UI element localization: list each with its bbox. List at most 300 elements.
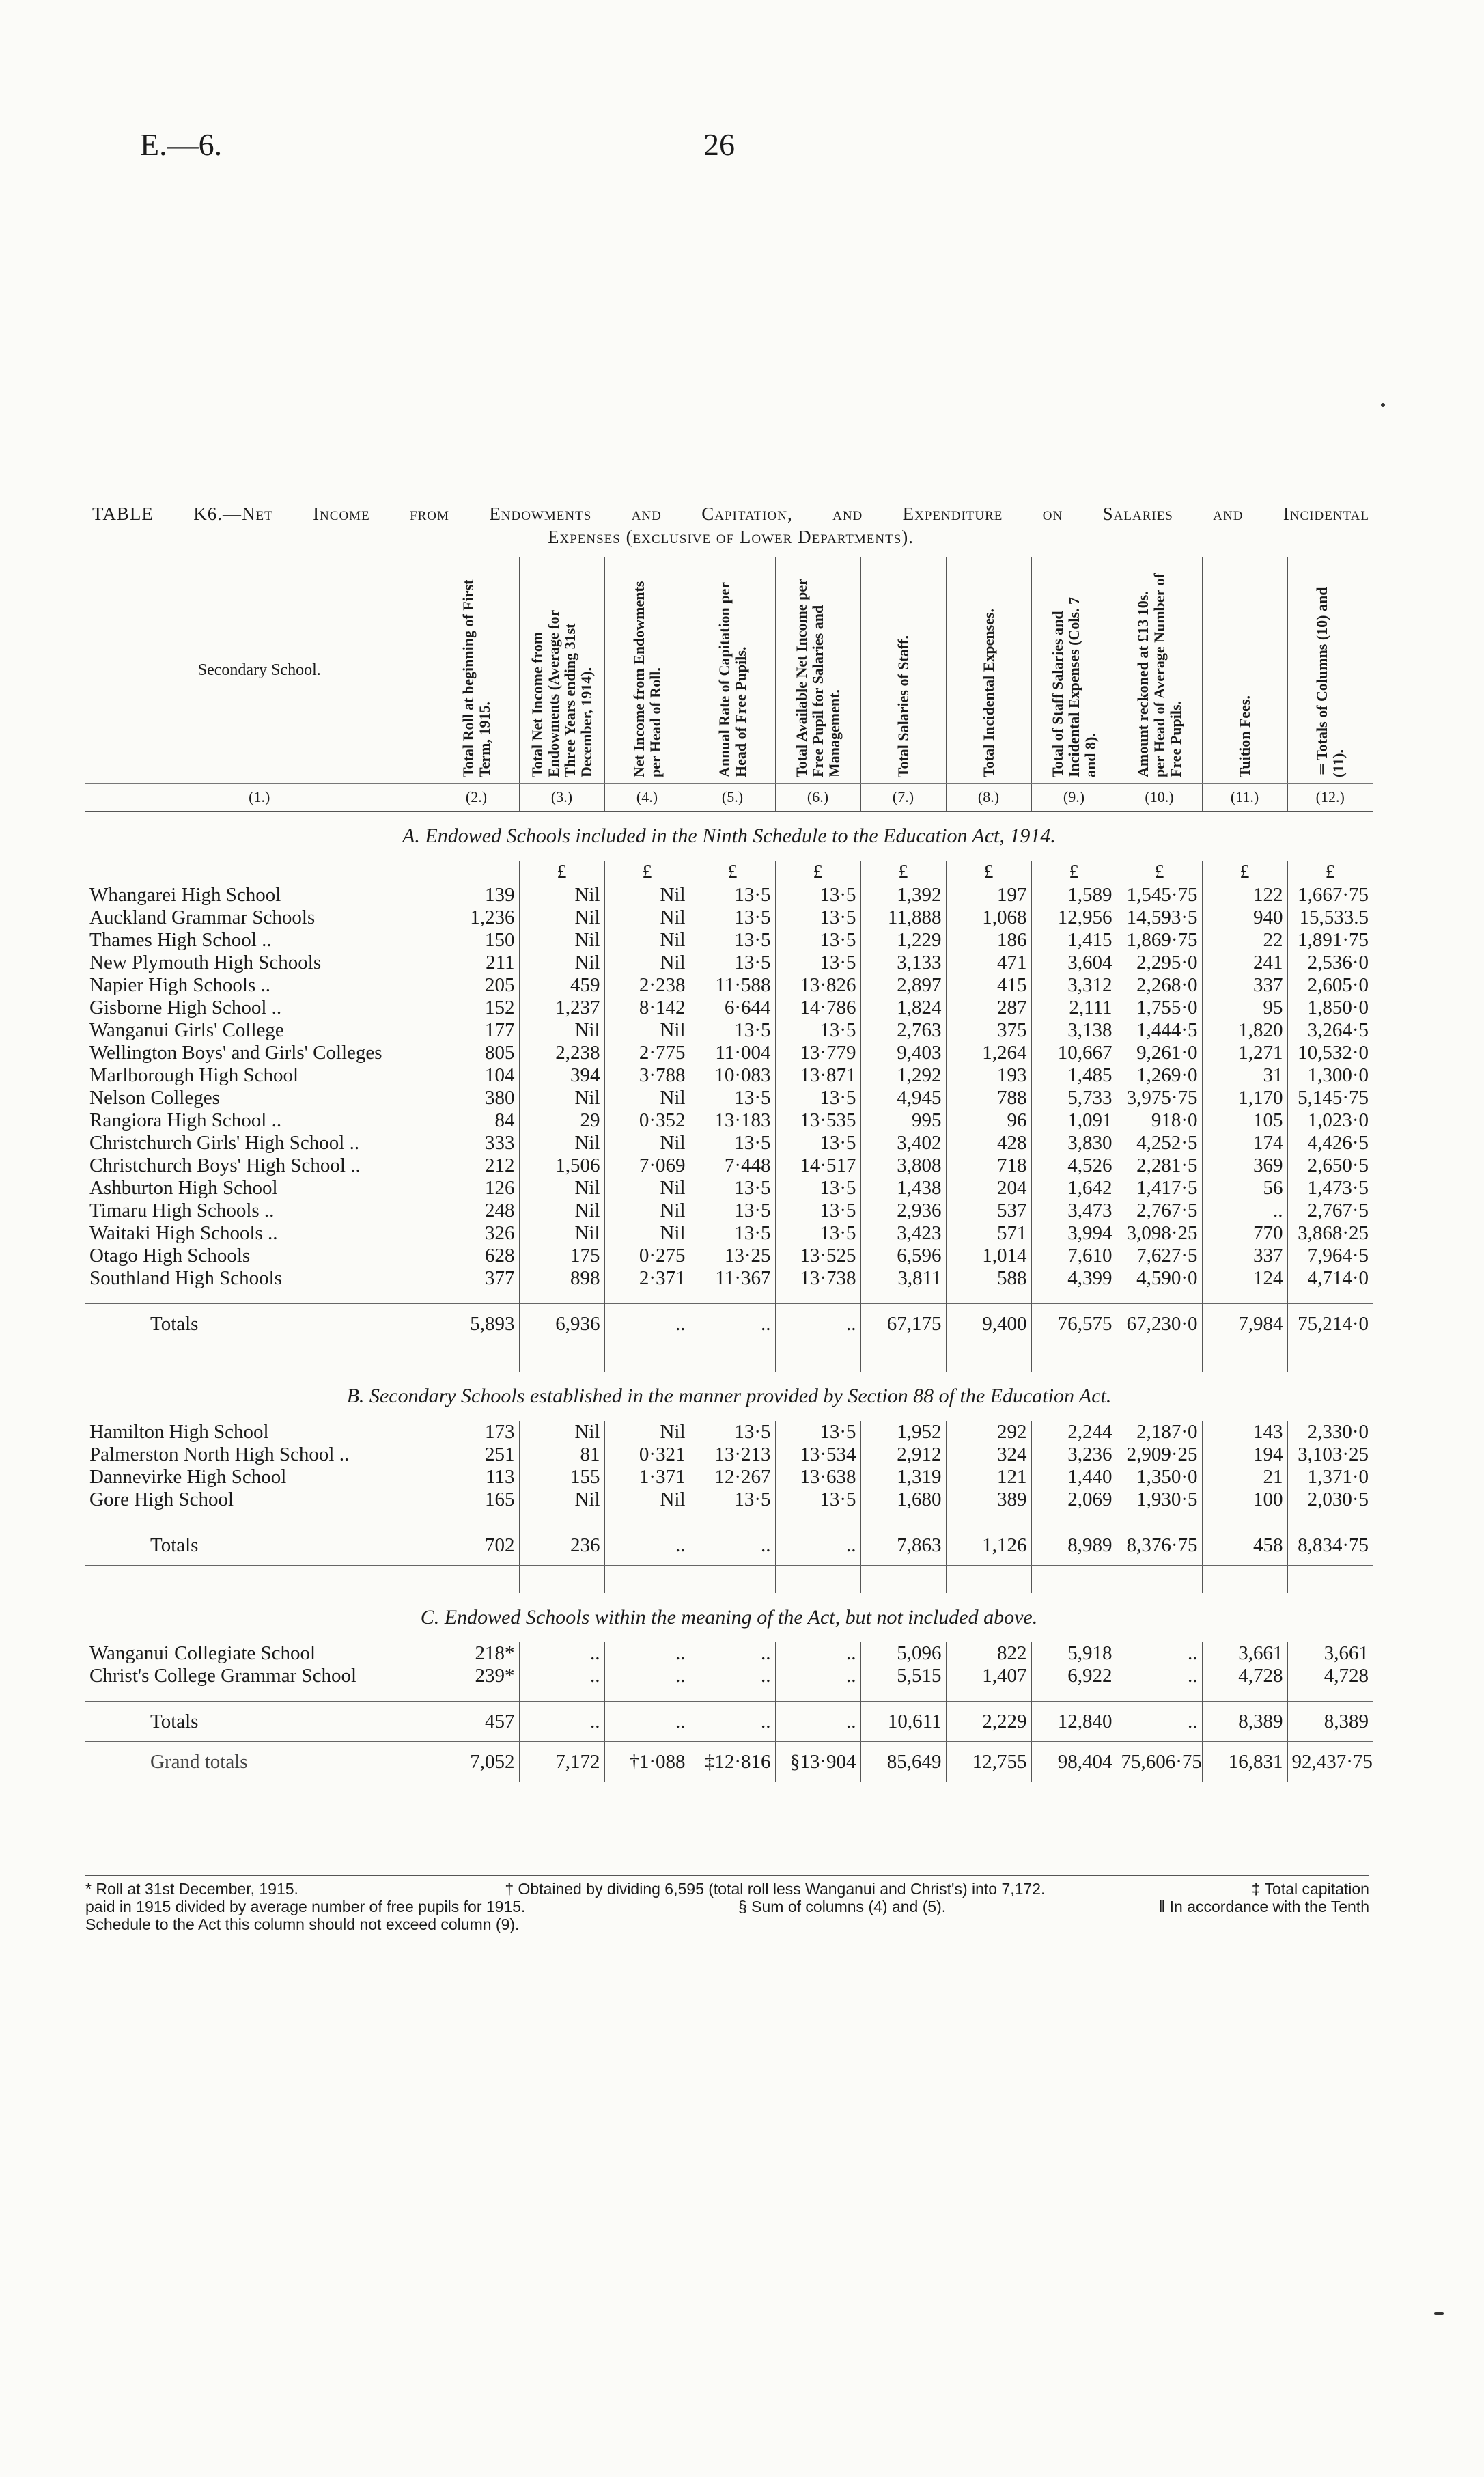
table-cell: §13·904	[775, 1742, 860, 1782]
column-number: (3.)	[519, 784, 604, 812]
table-cell: 3,423	[860, 1222, 946, 1245]
spacer-cell	[1202, 1511, 1287, 1525]
school-name: Southland High Schools	[89, 1267, 282, 1289]
table-cell: 2,605·0	[1287, 974, 1373, 997]
spacer-cell	[775, 1344, 860, 1359]
table-cell: 458	[1202, 1525, 1287, 1566]
spacer-cell	[85, 1290, 434, 1304]
table-cell: 96	[946, 1109, 1031, 1132]
table-cell: 143	[1202, 1421, 1287, 1443]
table-cell: 471	[946, 952, 1031, 974]
column-number: (5.)	[690, 784, 775, 812]
table-cell: 2·238	[604, 974, 690, 997]
table-cell: Nil	[519, 1222, 604, 1245]
table-cell: 100	[1202, 1489, 1287, 1511]
table-cell: 194	[1202, 1443, 1287, 1466]
table-cell: 287	[946, 997, 1031, 1019]
spacer-cell	[1202, 1290, 1287, 1304]
table-cell: 13·738	[775, 1267, 860, 1290]
table-cell: Nil	[604, 1200, 690, 1222]
table-cell: 76,575	[1031, 1304, 1117, 1344]
table-cell: 822	[946, 1642, 1031, 1665]
table-cell: 588	[946, 1267, 1031, 1290]
table-cell: 13·213	[690, 1443, 775, 1466]
column-header-label: Total Salaries of Staff.	[894, 635, 912, 777]
table-cell: 3,830	[1031, 1132, 1117, 1154]
grand-totals-row	[85, 1742, 1373, 1782]
school-name: Hamilton High School	[89, 1421, 269, 1443]
table-cell: 1,271	[1202, 1042, 1287, 1064]
table-cell: 92,437·75	[1287, 1742, 1373, 1782]
spacer-cell	[519, 1290, 604, 1304]
table-cell: 459	[519, 974, 604, 997]
spacer-cell	[85, 1566, 434, 1580]
table-row	[85, 1200, 1373, 1222]
table-cell: 13·5	[690, 1177, 775, 1200]
spacer-cell	[1031, 1566, 1117, 1580]
table-cell: 11·004	[690, 1042, 775, 1064]
currency-symbol: £	[946, 861, 1031, 884]
spacer-cell	[1031, 1687, 1117, 1702]
spacer-cell	[775, 1566, 860, 1580]
table-cell: 1,545·75	[1117, 884, 1202, 907]
table-cell: 4,728	[1287, 1665, 1373, 1687]
table-cell: 1,407	[946, 1665, 1031, 1687]
table-cell: 4,945	[860, 1087, 946, 1109]
table-cell: 13·25	[690, 1245, 775, 1267]
table-cell: 3,236	[1031, 1443, 1117, 1466]
table-cell: 389	[946, 1489, 1031, 1511]
table-cell: 428	[946, 1132, 1031, 1154]
table-cell: ..	[519, 1702, 604, 1742]
column-header-label: Total Available Net Income per Free Pupil for Salaries and Management.	[792, 579, 843, 777]
school-name: Whangarei High School	[89, 884, 281, 906]
spacer-cell	[946, 1290, 1031, 1304]
table-cell: 13·871	[775, 1064, 860, 1087]
table-cell: 4,728	[1202, 1665, 1287, 1687]
table-cell: Nil	[604, 1222, 690, 1245]
table-cell: 7,863	[860, 1525, 946, 1566]
table-cell: 2,767·5	[1287, 1200, 1373, 1222]
spacer-cell	[1287, 1687, 1373, 1702]
document-code: E.—6.	[140, 127, 223, 162]
table-cell: 173	[434, 1421, 519, 1443]
table-cell: 0·352	[604, 1109, 690, 1132]
table-cell: 7,984	[1202, 1304, 1287, 1344]
table-cell: 13·5	[690, 1132, 775, 1154]
table-cell: 2,897	[860, 974, 946, 997]
table-cell: 204	[946, 1177, 1031, 1200]
table-cell: 4,426·5	[1287, 1132, 1373, 1154]
spacer-cell	[85, 1687, 434, 1702]
school-name: Dannevirke High School	[89, 1466, 287, 1488]
school-name: Nelson Colleges	[89, 1087, 220, 1109]
spacer-cell	[519, 1579, 604, 1593]
table-cell: 124	[1202, 1267, 1287, 1290]
school-name: Ashburton High School	[89, 1177, 278, 1199]
footnote-line-1	[85, 1880, 1369, 1898]
column-header	[1202, 557, 1287, 784]
spacer-cell	[690, 1579, 775, 1593]
spacer-cell	[1287, 1290, 1373, 1304]
table-cell: 0·275	[604, 1245, 690, 1267]
spacer-cell	[604, 1687, 690, 1702]
table-cell: 105	[1202, 1109, 1287, 1132]
table-cell: 1,506	[519, 1154, 604, 1177]
table-cell: 174	[1202, 1132, 1287, 1154]
table-cell: Nil	[604, 1489, 690, 1511]
table-cell: 13·826	[775, 974, 860, 997]
table-cell: 415	[946, 974, 1031, 997]
table-cell: 10,532·0	[1287, 1042, 1373, 1064]
table-cell: 2,030·5	[1287, 1489, 1373, 1511]
school-name: Gisborne High School ..	[89, 997, 282, 1019]
table-cell: Nil	[519, 907, 604, 929]
table-cell: 5,733	[1031, 1087, 1117, 1109]
table-cell: 122	[1202, 884, 1287, 907]
table-cell: 15,533.5	[1287, 907, 1373, 929]
school-name: Christ's College Grammar School	[89, 1665, 357, 1687]
table-cell: 13·5	[690, 1087, 775, 1109]
table-cell: ..	[690, 1525, 775, 1566]
table-cell: 718	[946, 1154, 1031, 1177]
table-cell: 2,650·5	[1287, 1154, 1373, 1177]
table-cell: 2·371	[604, 1267, 690, 1290]
column-number-row	[85, 784, 1373, 812]
table-row	[85, 974, 1373, 997]
spacer-cell	[434, 1290, 519, 1304]
table-cell: 16,831	[1202, 1742, 1287, 1782]
table-cell: 1,023·0	[1287, 1109, 1373, 1132]
column-header	[1287, 557, 1373, 784]
table-cell: 13·5	[775, 1222, 860, 1245]
table-cell: 1,126	[946, 1525, 1031, 1566]
table-cell: 152	[434, 997, 519, 1019]
school-name: Palmerston North High School ..	[89, 1443, 350, 1465]
table-cell: 13·5	[690, 929, 775, 952]
table-cell: 13·525	[775, 1245, 860, 1267]
table-cell: 31	[1202, 1064, 1287, 1087]
table-cell: 940	[1202, 907, 1287, 929]
school-name: Auckland Grammar Schools	[89, 907, 316, 928]
spacer-cell	[85, 1511, 434, 1525]
table-cell: Nil	[519, 884, 604, 907]
footnote-ddagger-cont: paid in 1915 divided by average number of free pupils for 1915.	[85, 1898, 526, 1915]
currency-symbol: £	[1287, 861, 1373, 884]
table-cell: 9,261·0	[1117, 1042, 1202, 1064]
table-cell: 1,068	[946, 907, 1031, 929]
table-cell: 21	[1202, 1466, 1287, 1489]
table-cell: 4,252·5	[1117, 1132, 1202, 1154]
table-cell: 121	[946, 1466, 1031, 1489]
footnote-parallel: ‖ In accordance with the Tenth	[1158, 1898, 1369, 1915]
table-cell: ..	[775, 1525, 860, 1566]
table-cell: 3·788	[604, 1064, 690, 1087]
table-cell: 113	[434, 1466, 519, 1489]
table-cell: 1,170	[1202, 1087, 1287, 1109]
spacer-cell	[860, 1344, 946, 1359]
school-name: Thames High School ..	[89, 929, 272, 951]
footnote-star: * Roll at 31st December, 1915.	[85, 1880, 298, 1898]
table-cell: 248	[434, 1200, 519, 1222]
table-cell: 2,244	[1031, 1421, 1117, 1443]
spacer-cell	[1031, 1579, 1117, 1593]
spacer-cell	[604, 1566, 690, 1580]
table-cell: 4,714·0	[1287, 1267, 1373, 1290]
table-cell: 7,610	[1031, 1245, 1117, 1267]
table-cell: ..	[604, 1702, 690, 1742]
table-cell: 3,604	[1031, 952, 1117, 974]
table-cell: Nil	[519, 1087, 604, 1109]
table-row	[85, 1042, 1373, 1064]
table-cell: Nil	[604, 952, 690, 974]
spacer-cell	[946, 1358, 1031, 1372]
table-cell: 4,590·0	[1117, 1267, 1202, 1290]
table-cell: 537	[946, 1200, 1031, 1222]
school-name: Wellington Boys' and Girls' Colleges	[89, 1042, 382, 1064]
table-cell: Nil	[519, 1489, 604, 1511]
table-cell: 1,824	[860, 997, 946, 1019]
table-cell: 1,350·0	[1117, 1466, 1202, 1489]
column-number: (8.)	[946, 784, 1031, 812]
table-cell: Nil	[519, 1019, 604, 1042]
table-cell: 193	[946, 1064, 1031, 1087]
table-cell: ..	[775, 1702, 860, 1742]
spacer-cell	[519, 1687, 604, 1702]
table-cell: 236	[519, 1525, 604, 1566]
table-cell: 12,956	[1031, 907, 1117, 929]
school-name: Grand totals	[85, 1742, 434, 1782]
table-cell: 1,292	[860, 1064, 946, 1087]
currency-symbol: £	[519, 861, 604, 884]
totals-row	[85, 1525, 1373, 1566]
footnote-section: § Sum of columns (4) and (5).	[738, 1898, 947, 1915]
spacer-cell	[519, 1358, 604, 1372]
table-cell: 3,098·25	[1117, 1222, 1202, 1245]
table-cell: 13·5	[690, 1421, 775, 1443]
table-cell: 13·5	[775, 1132, 860, 1154]
table-cell: ..	[690, 1702, 775, 1742]
spacer-cell	[946, 1687, 1031, 1702]
table-cell: 29	[519, 1109, 604, 1132]
table-row	[85, 1154, 1373, 1177]
section-heading-row	[85, 1593, 1373, 1642]
table-cell: 211	[434, 952, 519, 974]
table-cell: ‡12·816	[690, 1742, 775, 1782]
table-cell: Nil	[604, 1019, 690, 1042]
table-cell: 2,295·0	[1117, 952, 1202, 974]
school-name: Christchurch Girls' High School ..	[89, 1132, 360, 1154]
table-cell: 8·142	[604, 997, 690, 1019]
table-cell: 3,994	[1031, 1222, 1117, 1245]
spacer-cell	[775, 1579, 860, 1593]
spacer-cell	[519, 1566, 604, 1580]
table-cell: 13·5	[775, 1489, 860, 1511]
column-number: (9.)	[1031, 784, 1117, 812]
table-cell: 75,214·0	[1287, 1304, 1373, 1344]
spacer-cell	[946, 1511, 1031, 1525]
spacer-row	[85, 1687, 1373, 1702]
table-row	[85, 929, 1373, 952]
table-cell: 13·535	[775, 1109, 860, 1132]
section-heading	[85, 1593, 1373, 1642]
table-cell: 175	[519, 1245, 604, 1267]
table-cell: 8,834·75	[1287, 1525, 1373, 1566]
table-cell: 14·786	[775, 997, 860, 1019]
table-cell: 2,763	[860, 1019, 946, 1042]
table-cell: 13·5	[690, 1019, 775, 1042]
spacer-cell	[1117, 1687, 1202, 1702]
section-heading-row	[85, 1372, 1373, 1421]
table-cell: ..	[690, 1642, 775, 1665]
column-header	[946, 557, 1031, 784]
spacer-cell	[1287, 1566, 1373, 1580]
column-header-label: Total of Staff Salaries and Incidental Expenses (Cols. 7 and 8).	[1048, 596, 1099, 777]
table-cell: ..	[519, 1665, 604, 1687]
table-row	[85, 1665, 1373, 1687]
spacer-cell	[860, 1290, 946, 1304]
table-cell: 139	[434, 884, 519, 907]
currency-symbol: £	[690, 861, 775, 884]
spacer-cell	[860, 1566, 946, 1580]
spacer-cell	[1117, 1358, 1202, 1372]
table-cell: 14,593·5	[1117, 907, 1202, 929]
table-cell: 1,820	[1202, 1019, 1287, 1042]
table-cell: 13·5	[690, 907, 775, 929]
table-cell: ..	[604, 1304, 690, 1344]
spacer-cell	[1031, 1344, 1117, 1359]
table-cell: 3,473	[1031, 1200, 1117, 1222]
table-cell: 7,627·5	[1117, 1245, 1202, 1267]
table-cell: 337	[1202, 974, 1287, 997]
spacer-cell	[1287, 1511, 1373, 1525]
spacer-cell	[604, 1511, 690, 1525]
spacer-cell	[1031, 1358, 1117, 1372]
table-cell: 375	[946, 1019, 1031, 1042]
table-cell: ..	[1117, 1702, 1202, 1742]
table-cell: †1·088	[604, 1742, 690, 1782]
table-cell: 8,389	[1202, 1702, 1287, 1742]
table-row	[85, 1466, 1373, 1489]
table-cell: 13·534	[775, 1443, 860, 1466]
speck-mark	[1434, 2312, 1444, 2315]
section-heading-row	[85, 812, 1373, 861]
footnotes	[85, 1875, 1369, 1933]
table-cell: 13·5	[690, 1222, 775, 1245]
table-cell: 6,596	[860, 1245, 946, 1267]
spacer-row	[85, 1579, 1373, 1593]
table-cell: 150	[434, 929, 519, 952]
table-cell: 10·083	[690, 1064, 775, 1087]
table-cell: 995	[860, 1109, 946, 1132]
column-header	[690, 557, 775, 784]
table-cell: 11·367	[690, 1267, 775, 1290]
table-cell: Nil	[519, 929, 604, 952]
table-cell: 369	[1202, 1154, 1287, 1177]
table-cell: ..	[775, 1665, 860, 1687]
income-expenditure-table	[85, 557, 1373, 1782]
school-name: Marlborough High School	[89, 1064, 299, 1086]
table-cell: 13·5	[690, 952, 775, 974]
spacer-cell	[946, 1344, 1031, 1359]
table-cell: 95	[1202, 997, 1287, 1019]
table-cell: 5,515	[860, 1665, 946, 1687]
page-number: 26	[703, 127, 735, 162]
column-header	[434, 557, 519, 784]
table-row	[85, 1245, 1373, 1267]
table-row	[85, 1064, 1373, 1087]
table-cell: 13·5	[775, 1200, 860, 1222]
table-cell: 14·517	[775, 1154, 860, 1177]
table-cell: 13·5	[775, 1087, 860, 1109]
table-cell: 67,230·0	[1117, 1304, 1202, 1344]
column-header	[775, 557, 860, 784]
spacer-cell	[434, 1344, 519, 1359]
table-cell: 13·779	[775, 1042, 860, 1064]
spacer-cell	[604, 1290, 690, 1304]
table-cell: Nil	[604, 1177, 690, 1200]
table-cell: 2,281·5	[1117, 1154, 1202, 1177]
spacer-cell	[434, 1579, 519, 1593]
table-cell: 1,236	[434, 907, 519, 929]
table-cell: 3,808	[860, 1154, 946, 1177]
table-cell: 3,975·75	[1117, 1087, 1202, 1109]
footnote-parallel-cont: Schedule to the Act this column should not exceed column (9).	[85, 1915, 520, 1933]
table-cell: 3,264·5	[1287, 1019, 1373, 1042]
column-number: (10.)	[1117, 784, 1202, 812]
table-cell: 13·5	[690, 1200, 775, 1222]
currency-symbol: £	[860, 861, 946, 884]
school-name: Gore High School	[89, 1489, 234, 1510]
school-name: Napier High Schools ..	[89, 974, 270, 996]
table-cell: 1,440	[1031, 1466, 1117, 1489]
currency-blank	[85, 861, 434, 884]
table-cell: 13·5	[775, 884, 860, 907]
spacer-cell	[946, 1566, 1031, 1580]
school-name: Christchurch Boys' High School ..	[89, 1154, 361, 1176]
table-cell: 770	[1202, 1222, 1287, 1245]
table-cell: 13·5	[775, 1019, 860, 1042]
table-cell: 8,389	[1287, 1702, 1373, 1742]
currency-row	[85, 861, 1373, 884]
table-cell: 186	[946, 929, 1031, 952]
table-cell: 75,606·75	[1117, 1742, 1202, 1782]
footnote-line-2	[85, 1898, 1369, 1915]
table-cell: 251	[434, 1443, 519, 1466]
school-name: Rangiora High School ..	[89, 1109, 282, 1131]
table-cell: 218*	[434, 1642, 519, 1665]
table-cell: 7·448	[690, 1154, 775, 1177]
table-cell: ..	[1117, 1665, 1202, 1687]
spacer-cell	[85, 1358, 434, 1372]
footnote-line-3	[85, 1915, 1369, 1933]
table-cell: 2,536·0	[1287, 952, 1373, 974]
column-header-label: ‖Totals of Columns (10) and (11).	[1313, 587, 1347, 777]
school-name: Totals	[85, 1702, 434, 1742]
table-cell: 6·644	[690, 997, 775, 1019]
column-number: (4.)	[604, 784, 690, 812]
table-cell: 6,936	[519, 1304, 604, 1344]
table-cell: 2,111	[1031, 997, 1117, 1019]
spacer-cell	[604, 1344, 690, 1359]
table-cell: 1,392	[860, 884, 946, 907]
column-number: (1.)	[85, 784, 434, 812]
spacer-cell	[604, 1579, 690, 1593]
section-heading	[85, 812, 1373, 861]
footnote-dagger: † Obtained by dividing 6,595 (total roll less Wanganui and Christ's) into 7,172.	[505, 1880, 1046, 1898]
table-cell: 0·321	[604, 1443, 690, 1466]
spacer-cell	[860, 1511, 946, 1525]
